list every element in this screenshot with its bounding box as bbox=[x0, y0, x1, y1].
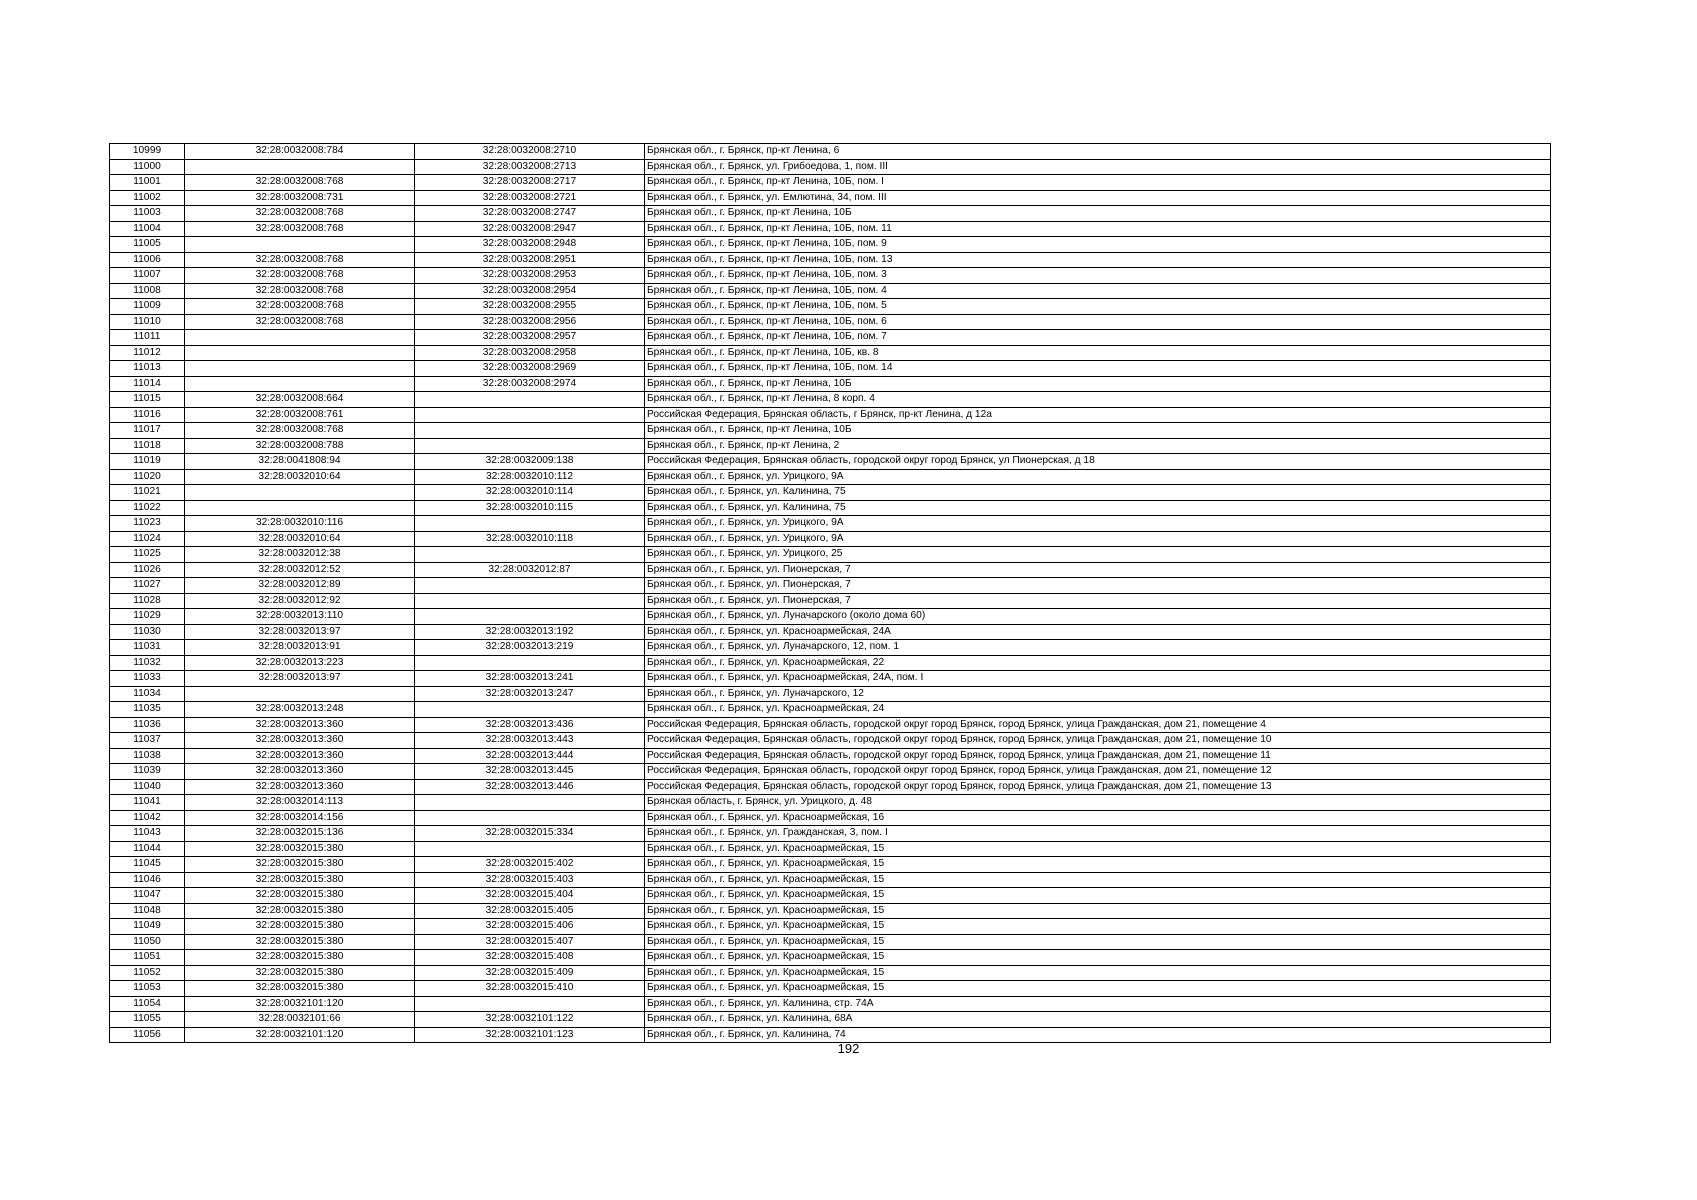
address-cell: Брянская обл., г. Брянск, ул. Красноармейская, 22 bbox=[645, 655, 1551, 671]
parcel-cadastral-number-cell bbox=[185, 361, 415, 377]
object-cadastral-number-cell: 32:28:0032010:118 bbox=[415, 531, 645, 547]
parcel-cadastral-number-cell: 32:28:0032008:768 bbox=[185, 299, 415, 315]
address-cell: Брянская обл., г. Брянск, пр-кт Ленина, 10Б bbox=[645, 206, 1551, 222]
parcel-cadastral-number-cell: 32:28:0032015:136 bbox=[185, 826, 415, 842]
address-cell: Брянская обл., г. Брянск, ул. Калинина, 75 bbox=[645, 485, 1551, 501]
table-row bbox=[110, 624, 1551, 640]
parcel-cadastral-number-cell: 32:28:0032013:360 bbox=[185, 717, 415, 733]
table-row bbox=[110, 655, 1551, 671]
parcel-cadastral-number-cell: 32:28:0032015:380 bbox=[185, 888, 415, 904]
parcel-cadastral-number-cell: 32:28:0032008:788 bbox=[185, 438, 415, 454]
parcel-cadastral-number-cell: 32:28:0032013:97 bbox=[185, 671, 415, 687]
object-cadastral-number-cell: 32:28:0032015:410 bbox=[415, 981, 645, 997]
table-row bbox=[110, 423, 1551, 439]
table-row bbox=[110, 609, 1551, 625]
row-number-cell: 11002 bbox=[110, 190, 185, 206]
parcel-cadastral-number-cell bbox=[185, 237, 415, 253]
parcel-cadastral-number-cell: 32:28:0032013:360 bbox=[185, 733, 415, 749]
row-number-cell: 11018 bbox=[110, 438, 185, 454]
row-number-cell: 11038 bbox=[110, 748, 185, 764]
object-cadastral-number-cell: 32:28:0032008:2948 bbox=[415, 237, 645, 253]
object-cadastral-number-cell bbox=[415, 841, 645, 857]
table-row bbox=[110, 314, 1551, 330]
parcel-cadastral-number-cell: 32:28:0032101:120 bbox=[185, 1027, 415, 1043]
parcel-cadastral-number-cell: 32:28:0041808:94 bbox=[185, 454, 415, 470]
parcel-cadastral-number-cell: 32:28:0032012:89 bbox=[185, 578, 415, 594]
object-cadastral-number-cell: 32:28:0032008:2956 bbox=[415, 314, 645, 330]
row-number-cell: 11011 bbox=[110, 330, 185, 346]
row-number-cell: 11023 bbox=[110, 516, 185, 532]
row-number-cell: 11044 bbox=[110, 841, 185, 857]
parcel-cadastral-number-cell: 32:28:0032008:768 bbox=[185, 206, 415, 222]
table-row bbox=[110, 283, 1551, 299]
object-cadastral-number-cell: 32:28:0032008:2947 bbox=[415, 221, 645, 237]
parcel-cadastral-number-cell: 32:28:0032008:768 bbox=[185, 268, 415, 284]
parcel-cadastral-number-cell: 32:28:0032015:380 bbox=[185, 872, 415, 888]
row-number-cell: 11010 bbox=[110, 314, 185, 330]
object-cadastral-number-cell: 32:28:0032008:2721 bbox=[415, 190, 645, 206]
row-number-cell: 11036 bbox=[110, 717, 185, 733]
row-number-cell: 11031 bbox=[110, 640, 185, 656]
row-number-cell: 11020 bbox=[110, 469, 185, 485]
parcel-cadastral-number-cell: 32:28:0032015:380 bbox=[185, 841, 415, 857]
row-number-cell: 11012 bbox=[110, 345, 185, 361]
row-number-cell: 11013 bbox=[110, 361, 185, 377]
parcel-cadastral-number-cell bbox=[185, 159, 415, 175]
object-cadastral-number-cell: 32:28:0032013:443 bbox=[415, 733, 645, 749]
row-number-cell: 11056 bbox=[110, 1027, 185, 1043]
address-cell: Брянская обл., г. Брянск, пр-кт Ленина, 6 bbox=[645, 144, 1551, 160]
table-row bbox=[110, 888, 1551, 904]
object-cadastral-number-cell bbox=[415, 609, 645, 625]
parcel-cadastral-number-cell: 32:28:0032015:380 bbox=[185, 919, 415, 935]
parcel-cadastral-number-cell: 32:28:0032013:360 bbox=[185, 779, 415, 795]
table-row bbox=[110, 237, 1551, 253]
parcel-cadastral-number-cell: 32:28:0032013:248 bbox=[185, 702, 415, 718]
parcel-cadastral-number-cell: 32:28:0032015:380 bbox=[185, 903, 415, 919]
address-cell: Брянская обл., г. Брянск, ул. Красноармейская, 24А bbox=[645, 624, 1551, 640]
row-number-cell: 11054 bbox=[110, 996, 185, 1012]
object-cadastral-number-cell bbox=[415, 438, 645, 454]
object-cadastral-number-cell bbox=[415, 516, 645, 532]
row-number-cell: 11032 bbox=[110, 655, 185, 671]
parcel-cadastral-number-cell: 32:28:0032008:768 bbox=[185, 423, 415, 439]
address-cell: Брянская обл., г. Брянск, ул. Красноармейская, 15 bbox=[645, 981, 1551, 997]
row-number-cell: 11017 bbox=[110, 423, 185, 439]
table-row bbox=[110, 485, 1551, 501]
object-cadastral-number-cell: 32:28:0032013:446 bbox=[415, 779, 645, 795]
object-cadastral-number-cell: 32:28:0032013:247 bbox=[415, 686, 645, 702]
address-cell: Брянская обл., г. Брянск, пр-кт Ленина, 10Б, пом. 9 bbox=[645, 237, 1551, 253]
object-cadastral-number-cell bbox=[415, 593, 645, 609]
parcel-cadastral-number-cell bbox=[185, 686, 415, 702]
row-number-cell: 11025 bbox=[110, 547, 185, 563]
parcel-cadastral-number-cell bbox=[185, 330, 415, 346]
address-cell: Брянская область, г. Брянск, ул. Урицкого, д. 48 bbox=[645, 795, 1551, 811]
table-row bbox=[110, 531, 1551, 547]
object-cadastral-number-cell: 32:28:0032015:408 bbox=[415, 950, 645, 966]
row-number-cell: 11034 bbox=[110, 686, 185, 702]
object-cadastral-number-cell: 32:28:0032010:112 bbox=[415, 469, 645, 485]
parcel-cadastral-number-cell bbox=[185, 345, 415, 361]
address-cell: Брянская обл., г. Брянск, пр-кт Ленина, 10Б, кв. 8 bbox=[645, 345, 1551, 361]
object-cadastral-number-cell: 32:28:0032010:115 bbox=[415, 500, 645, 516]
table-row bbox=[110, 640, 1551, 656]
row-number-cell: 11001 bbox=[110, 175, 185, 191]
address-cell: Брянская обл., г. Брянск, ул. Красноармейская, 15 bbox=[645, 841, 1551, 857]
address-cell: Брянская обл., г. Брянск, ул. Красноармейская, 15 bbox=[645, 965, 1551, 981]
address-cell: Брянская обл., г. Брянск, ул. Красноармейская, 15 bbox=[645, 934, 1551, 950]
object-cadastral-number-cell bbox=[415, 996, 645, 1012]
address-cell: Брянская обл., г. Брянск, ул. Калинина, стр. 74А bbox=[645, 996, 1551, 1012]
table-row bbox=[110, 593, 1551, 609]
address-cell: Брянская обл., г. Брянск, пр-кт Ленина, 10Б, пом. 13 bbox=[645, 252, 1551, 268]
parcel-cadastral-number-cell: 32:28:0032015:380 bbox=[185, 965, 415, 981]
table-row bbox=[110, 190, 1551, 206]
parcel-cadastral-number-cell: 32:28:0032008:768 bbox=[185, 283, 415, 299]
table-row bbox=[110, 686, 1551, 702]
parcel-cadastral-number-cell: 32:28:0032008:761 bbox=[185, 407, 415, 423]
parcel-cadastral-number-cell bbox=[185, 500, 415, 516]
address-cell: Брянская обл., г. Брянск, пр-кт Ленина, 10Б, пом. 7 bbox=[645, 330, 1551, 346]
table-row bbox=[110, 407, 1551, 423]
address-cell: Российская Федерация, Брянская область, городской округ город Брянск, город Брянск, улица Гражданская, дом 21, помещение 13 bbox=[645, 779, 1551, 795]
table-row bbox=[110, 299, 1551, 315]
parcel-cadastral-number-cell: 32:28:0032013:360 bbox=[185, 764, 415, 780]
table-row bbox=[110, 872, 1551, 888]
parcel-cadastral-number-cell: 32:28:0032012:38 bbox=[185, 547, 415, 563]
object-cadastral-number-cell: 32:28:0032008:2954 bbox=[415, 283, 645, 299]
object-cadastral-number-cell: 32:28:0032008:2747 bbox=[415, 206, 645, 222]
address-cell: Брянская обл., г. Брянск, ул. Красноармейская, 24 bbox=[645, 702, 1551, 718]
parcel-cadastral-number-cell: 32:28:0032013:97 bbox=[185, 624, 415, 640]
address-cell: Брянская обл., г. Брянск, ул. Калинина, 74 bbox=[645, 1027, 1551, 1043]
row-number-cell: 11029 bbox=[110, 609, 185, 625]
table-row bbox=[110, 330, 1551, 346]
object-cadastral-number-cell: 32:28:0032015:405 bbox=[415, 903, 645, 919]
row-number-cell: 11019 bbox=[110, 454, 185, 470]
table-row bbox=[110, 562, 1551, 578]
object-cadastral-number-cell: 32:28:0032013:192 bbox=[415, 624, 645, 640]
parcel-cadastral-number-cell: 32:28:0032015:380 bbox=[185, 934, 415, 950]
address-cell: Брянская обл., г. Брянск, пр-кт Ленина, 10Б, пом. 6 bbox=[645, 314, 1551, 330]
table-row bbox=[110, 903, 1551, 919]
address-cell: Брянская обл., г. Брянск, ул. Красноармейская, 15 bbox=[645, 903, 1551, 919]
table-row bbox=[110, 252, 1551, 268]
parcel-cadastral-number-cell: 32:28:0032013:360 bbox=[185, 748, 415, 764]
address-cell: Брянская обл., г. Брянск, пр-кт Ленина, 10Б, пом. 14 bbox=[645, 361, 1551, 377]
table-row bbox=[110, 702, 1551, 718]
table-row bbox=[110, 392, 1551, 408]
table-row bbox=[110, 516, 1551, 532]
row-number-cell: 11027 bbox=[110, 578, 185, 594]
row-number-cell: 11021 bbox=[110, 485, 185, 501]
row-number-cell: 11004 bbox=[110, 221, 185, 237]
address-cell: Брянская обл., г. Брянск, ул. Урицкого, 9А bbox=[645, 531, 1551, 547]
parcel-cadastral-number-cell: 32:28:0032010:116 bbox=[185, 516, 415, 532]
row-number-cell: 10999 bbox=[110, 144, 185, 160]
object-cadastral-number-cell: 32:28:0032101:122 bbox=[415, 1012, 645, 1028]
row-number-cell: 11008 bbox=[110, 283, 185, 299]
parcel-cadastral-number-cell: 32:28:0032008:768 bbox=[185, 221, 415, 237]
parcel-cadastral-number-cell: 32:28:0032008:664 bbox=[185, 392, 415, 408]
table-row bbox=[110, 996, 1551, 1012]
parcel-cadastral-number-cell: 32:28:0032010:64 bbox=[185, 469, 415, 485]
row-number-cell: 11000 bbox=[110, 159, 185, 175]
table-row bbox=[110, 206, 1551, 222]
address-cell: Российская Федерация, Брянская область, городской округ город Брянск, город Брянск, улица Гражданская, дом 21, помещение 11 bbox=[645, 748, 1551, 764]
row-number-cell: 11035 bbox=[110, 702, 185, 718]
row-number-cell: 11052 bbox=[110, 965, 185, 981]
row-number-cell: 11024 bbox=[110, 531, 185, 547]
row-number-cell: 11043 bbox=[110, 826, 185, 842]
object-cadastral-number-cell: 32:28:0032015:406 bbox=[415, 919, 645, 935]
parcel-cadastral-number-cell: 32:28:0032101:120 bbox=[185, 996, 415, 1012]
object-cadastral-number-cell bbox=[415, 578, 645, 594]
address-cell: Брянская обл., г. Брянск, пр-кт Ленина, 2 bbox=[645, 438, 1551, 454]
object-cadastral-number-cell: 32:28:0032101:123 bbox=[415, 1027, 645, 1043]
object-cadastral-number-cell: 32:28:0032015:402 bbox=[415, 857, 645, 873]
object-cadastral-number-cell: 32:28:0032009:138 bbox=[415, 454, 645, 470]
table-row bbox=[110, 965, 1551, 981]
parcel-cadastral-number-cell: 32:28:0032014:156 bbox=[185, 810, 415, 826]
parcel-cadastral-number-cell: 32:28:0032012:92 bbox=[185, 593, 415, 609]
object-cadastral-number-cell: 32:28:0032015:334 bbox=[415, 826, 645, 842]
table-row bbox=[110, 779, 1551, 795]
table-row bbox=[110, 454, 1551, 470]
table-row bbox=[110, 159, 1551, 175]
object-cadastral-number-cell bbox=[415, 702, 645, 718]
object-cadastral-number-cell bbox=[415, 795, 645, 811]
row-number-cell: 11048 bbox=[110, 903, 185, 919]
object-cadastral-number-cell: 32:28:0032015:403 bbox=[415, 872, 645, 888]
address-cell: Брянская обл., г. Брянск, ул. Грибоедова, 1, пом. III bbox=[645, 159, 1551, 175]
object-cadastral-number-cell: 32:28:0032010:114 bbox=[415, 485, 645, 501]
table-row bbox=[110, 810, 1551, 826]
object-cadastral-number-cell: 32:28:0032008:2957 bbox=[415, 330, 645, 346]
table-row bbox=[110, 981, 1551, 997]
row-number-cell: 11053 bbox=[110, 981, 185, 997]
row-number-cell: 11045 bbox=[110, 857, 185, 873]
object-cadastral-number-cell bbox=[415, 655, 645, 671]
table-row bbox=[110, 221, 1551, 237]
table-row bbox=[110, 841, 1551, 857]
address-cell: Брянская обл., г. Брянск, ул. Луначарского, 12, пом. 1 bbox=[645, 640, 1551, 656]
object-cadastral-number-cell: 32:28:0032008:2717 bbox=[415, 175, 645, 191]
address-cell: Брянская обл., г. Брянск, пр-кт Ленина, 10Б, пом. 11 bbox=[645, 221, 1551, 237]
address-cell: Российская Федерация, Брянская область, городской округ город Брянск, город Брянск, улица Гражданская, дом 21, помещение 10 bbox=[645, 733, 1551, 749]
parcel-cadastral-number-cell: 32:28:0032008:768 bbox=[185, 175, 415, 191]
address-cell: Брянская обл., г. Брянск, ул. Калинина, 68А bbox=[645, 1012, 1551, 1028]
parcel-cadastral-number-cell: 32:28:0032013:223 bbox=[185, 655, 415, 671]
parcel-cadastral-number-cell: 32:28:0032008:768 bbox=[185, 252, 415, 268]
address-cell: Брянская обл., г. Брянск, пр-кт Ленина, 10Б, пом. 3 bbox=[645, 268, 1551, 284]
row-number-cell: 11041 bbox=[110, 795, 185, 811]
parcel-cadastral-number-cell: 32:28:0032008:731 bbox=[185, 190, 415, 206]
row-number-cell: 11007 bbox=[110, 268, 185, 284]
row-number-cell: 11051 bbox=[110, 950, 185, 966]
table-row bbox=[110, 578, 1551, 594]
registry-table bbox=[109, 143, 1551, 1043]
address-cell: Брянская обл., г. Брянск, ул. Калинина, 75 bbox=[645, 500, 1551, 516]
row-number-cell: 11042 bbox=[110, 810, 185, 826]
table-row bbox=[110, 268, 1551, 284]
object-cadastral-number-cell bbox=[415, 547, 645, 563]
address-cell: Брянская обл., г. Брянск, ул. Урицкого, 25 bbox=[645, 547, 1551, 563]
address-cell: Российская Федерация, Брянская область, городской округ город Брянск, город Брянск, улица Гражданская, дом 21, помещение 4 bbox=[645, 717, 1551, 733]
address-cell: Брянская обл., г. Брянск, пр-кт Ленина, 10Б, пом. 4 bbox=[645, 283, 1551, 299]
address-cell: Брянская обл., г. Брянск, ул. Пионерская, 7 bbox=[645, 578, 1551, 594]
row-number-cell: 11030 bbox=[110, 624, 185, 640]
row-number-cell: 11047 bbox=[110, 888, 185, 904]
object-cadastral-number-cell: 32:28:0032015:404 bbox=[415, 888, 645, 904]
address-cell: Брянская обл., г. Брянск, пр-кт Ленина, 8 корп. 4 bbox=[645, 392, 1551, 408]
table-row bbox=[110, 733, 1551, 749]
parcel-cadastral-number-cell: 32:28:0032008:768 bbox=[185, 314, 415, 330]
address-cell: Брянская обл., г. Брянск, ул. Гражданская, 3, пом. I bbox=[645, 826, 1551, 842]
row-number-cell: 11055 bbox=[110, 1012, 185, 1028]
address-cell: Брянская обл., г. Брянск, ул. Урицкого, 9А bbox=[645, 469, 1551, 485]
row-number-cell: 11003 bbox=[110, 206, 185, 222]
address-cell: Брянская обл., г. Брянск, ул. Красноармейская, 15 bbox=[645, 950, 1551, 966]
row-number-cell: 11006 bbox=[110, 252, 185, 268]
table-row bbox=[110, 919, 1551, 935]
table-row bbox=[110, 1012, 1551, 1028]
row-number-cell: 11026 bbox=[110, 562, 185, 578]
object-cadastral-number-cell: 32:28:0032008:2951 bbox=[415, 252, 645, 268]
row-number-cell: 11016 bbox=[110, 407, 185, 423]
object-cadastral-number-cell: 32:28:0032013:444 bbox=[415, 748, 645, 764]
row-number-cell: 11014 bbox=[110, 376, 185, 392]
address-cell: Брянская обл., г. Брянск, ул. Красноармейская, 15 bbox=[645, 872, 1551, 888]
object-cadastral-number-cell: 32:28:0032008:2974 bbox=[415, 376, 645, 392]
object-cadastral-number-cell: 32:28:0032013:241 bbox=[415, 671, 645, 687]
table-row bbox=[110, 934, 1551, 950]
address-cell: Брянская обл., г. Брянск, ул. Красноармейская, 15 bbox=[645, 857, 1551, 873]
parcel-cadastral-number-cell: 32:28:0032013:91 bbox=[185, 640, 415, 656]
parcel-cadastral-number-cell bbox=[185, 485, 415, 501]
parcel-cadastral-number-cell: 32:28:0032015:380 bbox=[185, 857, 415, 873]
address-cell: Брянская обл., г. Брянск, ул. Пионерская, 7 bbox=[645, 593, 1551, 609]
object-cadastral-number-cell bbox=[415, 810, 645, 826]
table-row bbox=[110, 950, 1551, 966]
object-cadastral-number-cell: 32:28:0032012:87 bbox=[415, 562, 645, 578]
object-cadastral-number-cell: 32:28:0032008:2713 bbox=[415, 159, 645, 175]
parcel-cadastral-number-cell: 32:28:0032015:380 bbox=[185, 950, 415, 966]
address-cell: Российская Федерация, Брянская область, г Брянск, пр-кт Ленина, д 12а bbox=[645, 407, 1551, 423]
table-row bbox=[110, 671, 1551, 687]
parcel-cadastral-number-cell: 32:28:0032013:110 bbox=[185, 609, 415, 625]
address-cell: Брянская обл., г. Брянск, ул. Красноармейская, 24А, пом. I bbox=[645, 671, 1551, 687]
object-cadastral-number-cell: 32:28:0032008:2969 bbox=[415, 361, 645, 377]
object-cadastral-number-cell: 32:28:0032015:407 bbox=[415, 934, 645, 950]
address-cell: Брянская обл., г. Брянск, пр-кт Ленина, 10Б bbox=[645, 423, 1551, 439]
row-number-cell: 11037 bbox=[110, 733, 185, 749]
object-cadastral-number-cell: 32:28:0032013:219 bbox=[415, 640, 645, 656]
parcel-cadastral-number-cell bbox=[185, 376, 415, 392]
table-row bbox=[110, 345, 1551, 361]
table-row bbox=[110, 717, 1551, 733]
object-cadastral-number-cell bbox=[415, 423, 645, 439]
page-number: 192 bbox=[837, 1041, 860, 1056]
parcel-cadastral-number-cell: 32:28:0032010:64 bbox=[185, 531, 415, 547]
registry-table-body bbox=[110, 144, 1551, 1043]
row-number-cell: 11005 bbox=[110, 237, 185, 253]
table-row bbox=[110, 175, 1551, 191]
table-row bbox=[110, 857, 1551, 873]
table-row bbox=[110, 826, 1551, 842]
row-number-cell: 11028 bbox=[110, 593, 185, 609]
object-cadastral-number-cell: 32:28:0032013:436 bbox=[415, 717, 645, 733]
row-number-cell: 11022 bbox=[110, 500, 185, 516]
address-cell: Брянская обл., г. Брянск, пр-кт Ленина, 10Б bbox=[645, 376, 1551, 392]
registry-sheet bbox=[109, 143, 1550, 1043]
address-cell: Брянская обл., г. Брянск, пр-кт Ленина, 10Б, пом. 5 bbox=[645, 299, 1551, 315]
object-cadastral-number-cell: 32:28:0032008:2958 bbox=[415, 345, 645, 361]
table-row bbox=[110, 438, 1551, 454]
row-number-cell: 11046 bbox=[110, 872, 185, 888]
address-cell: Брянская обл., г. Брянск, ул. Красноармейская, 15 bbox=[645, 919, 1551, 935]
table-row bbox=[110, 500, 1551, 516]
parcel-cadastral-number-cell: 32:28:0032101:66 bbox=[185, 1012, 415, 1028]
address-cell: Брянская обл., г. Брянск, ул. Луначарского (около дома 60) bbox=[645, 609, 1551, 625]
table-row bbox=[110, 547, 1551, 563]
address-cell: Российская Федерация, Брянская область, городской округ город Брянск, город Брянск, улица Гражданская, дом 21, помещение 12 bbox=[645, 764, 1551, 780]
parcel-cadastral-number-cell: 32:28:0032015:380 bbox=[185, 981, 415, 997]
table-row bbox=[110, 469, 1551, 485]
parcel-cadastral-number-cell: 32:28:0032014:113 bbox=[185, 795, 415, 811]
address-cell: Брянская обл., г. Брянск, ул. Пионерская, 7 bbox=[645, 562, 1551, 578]
table-row bbox=[110, 764, 1551, 780]
table-row bbox=[110, 361, 1551, 377]
address-cell: Российская Федерация, Брянская область, городской округ город Брянск, ул Пионерская, д 18 bbox=[645, 454, 1551, 470]
table-row bbox=[110, 748, 1551, 764]
address-cell: Брянская обл., г. Брянск, ул. Урицкого, 9А bbox=[645, 516, 1551, 532]
object-cadastral-number-cell: 32:28:0032015:409 bbox=[415, 965, 645, 981]
table-row bbox=[110, 376, 1551, 392]
address-cell: Брянская обл., г. Брянск, ул. Луначарского, 12 bbox=[645, 686, 1551, 702]
address-cell: Брянская обл., г. Брянск, пр-кт Ленина, 10Б, пом. I bbox=[645, 175, 1551, 191]
row-number-cell: 11050 bbox=[110, 934, 185, 950]
object-cadastral-number-cell: 32:28:0032008:2953 bbox=[415, 268, 645, 284]
row-number-cell: 11039 bbox=[110, 764, 185, 780]
object-cadastral-number-cell bbox=[415, 392, 645, 408]
row-number-cell: 11009 bbox=[110, 299, 185, 315]
row-number-cell: 11015 bbox=[110, 392, 185, 408]
object-cadastral-number-cell: 32:28:0032008:2955 bbox=[415, 299, 645, 315]
object-cadastral-number-cell: 32:28:0032008:2710 bbox=[415, 144, 645, 160]
parcel-cadastral-number-cell: 32:28:0032012:52 bbox=[185, 562, 415, 578]
row-number-cell: 11049 bbox=[110, 919, 185, 935]
table-row bbox=[110, 795, 1551, 811]
address-cell: Брянская обл., г. Брянск, ул. Красноармейская, 16 bbox=[645, 810, 1551, 826]
object-cadastral-number-cell bbox=[415, 407, 645, 423]
row-number-cell: 11033 bbox=[110, 671, 185, 687]
row-number-cell: 11040 bbox=[110, 779, 185, 795]
address-cell: Брянская обл., г. Брянск, ул. Емлютина, 34, пом. III bbox=[645, 190, 1551, 206]
object-cadastral-number-cell: 32:28:0032013:445 bbox=[415, 764, 645, 780]
parcel-cadastral-number-cell: 32:28:0032008:784 bbox=[185, 144, 415, 160]
address-cell: Брянская обл., г. Брянск, ул. Красноармейская, 15 bbox=[645, 888, 1551, 904]
table-row bbox=[110, 144, 1551, 160]
